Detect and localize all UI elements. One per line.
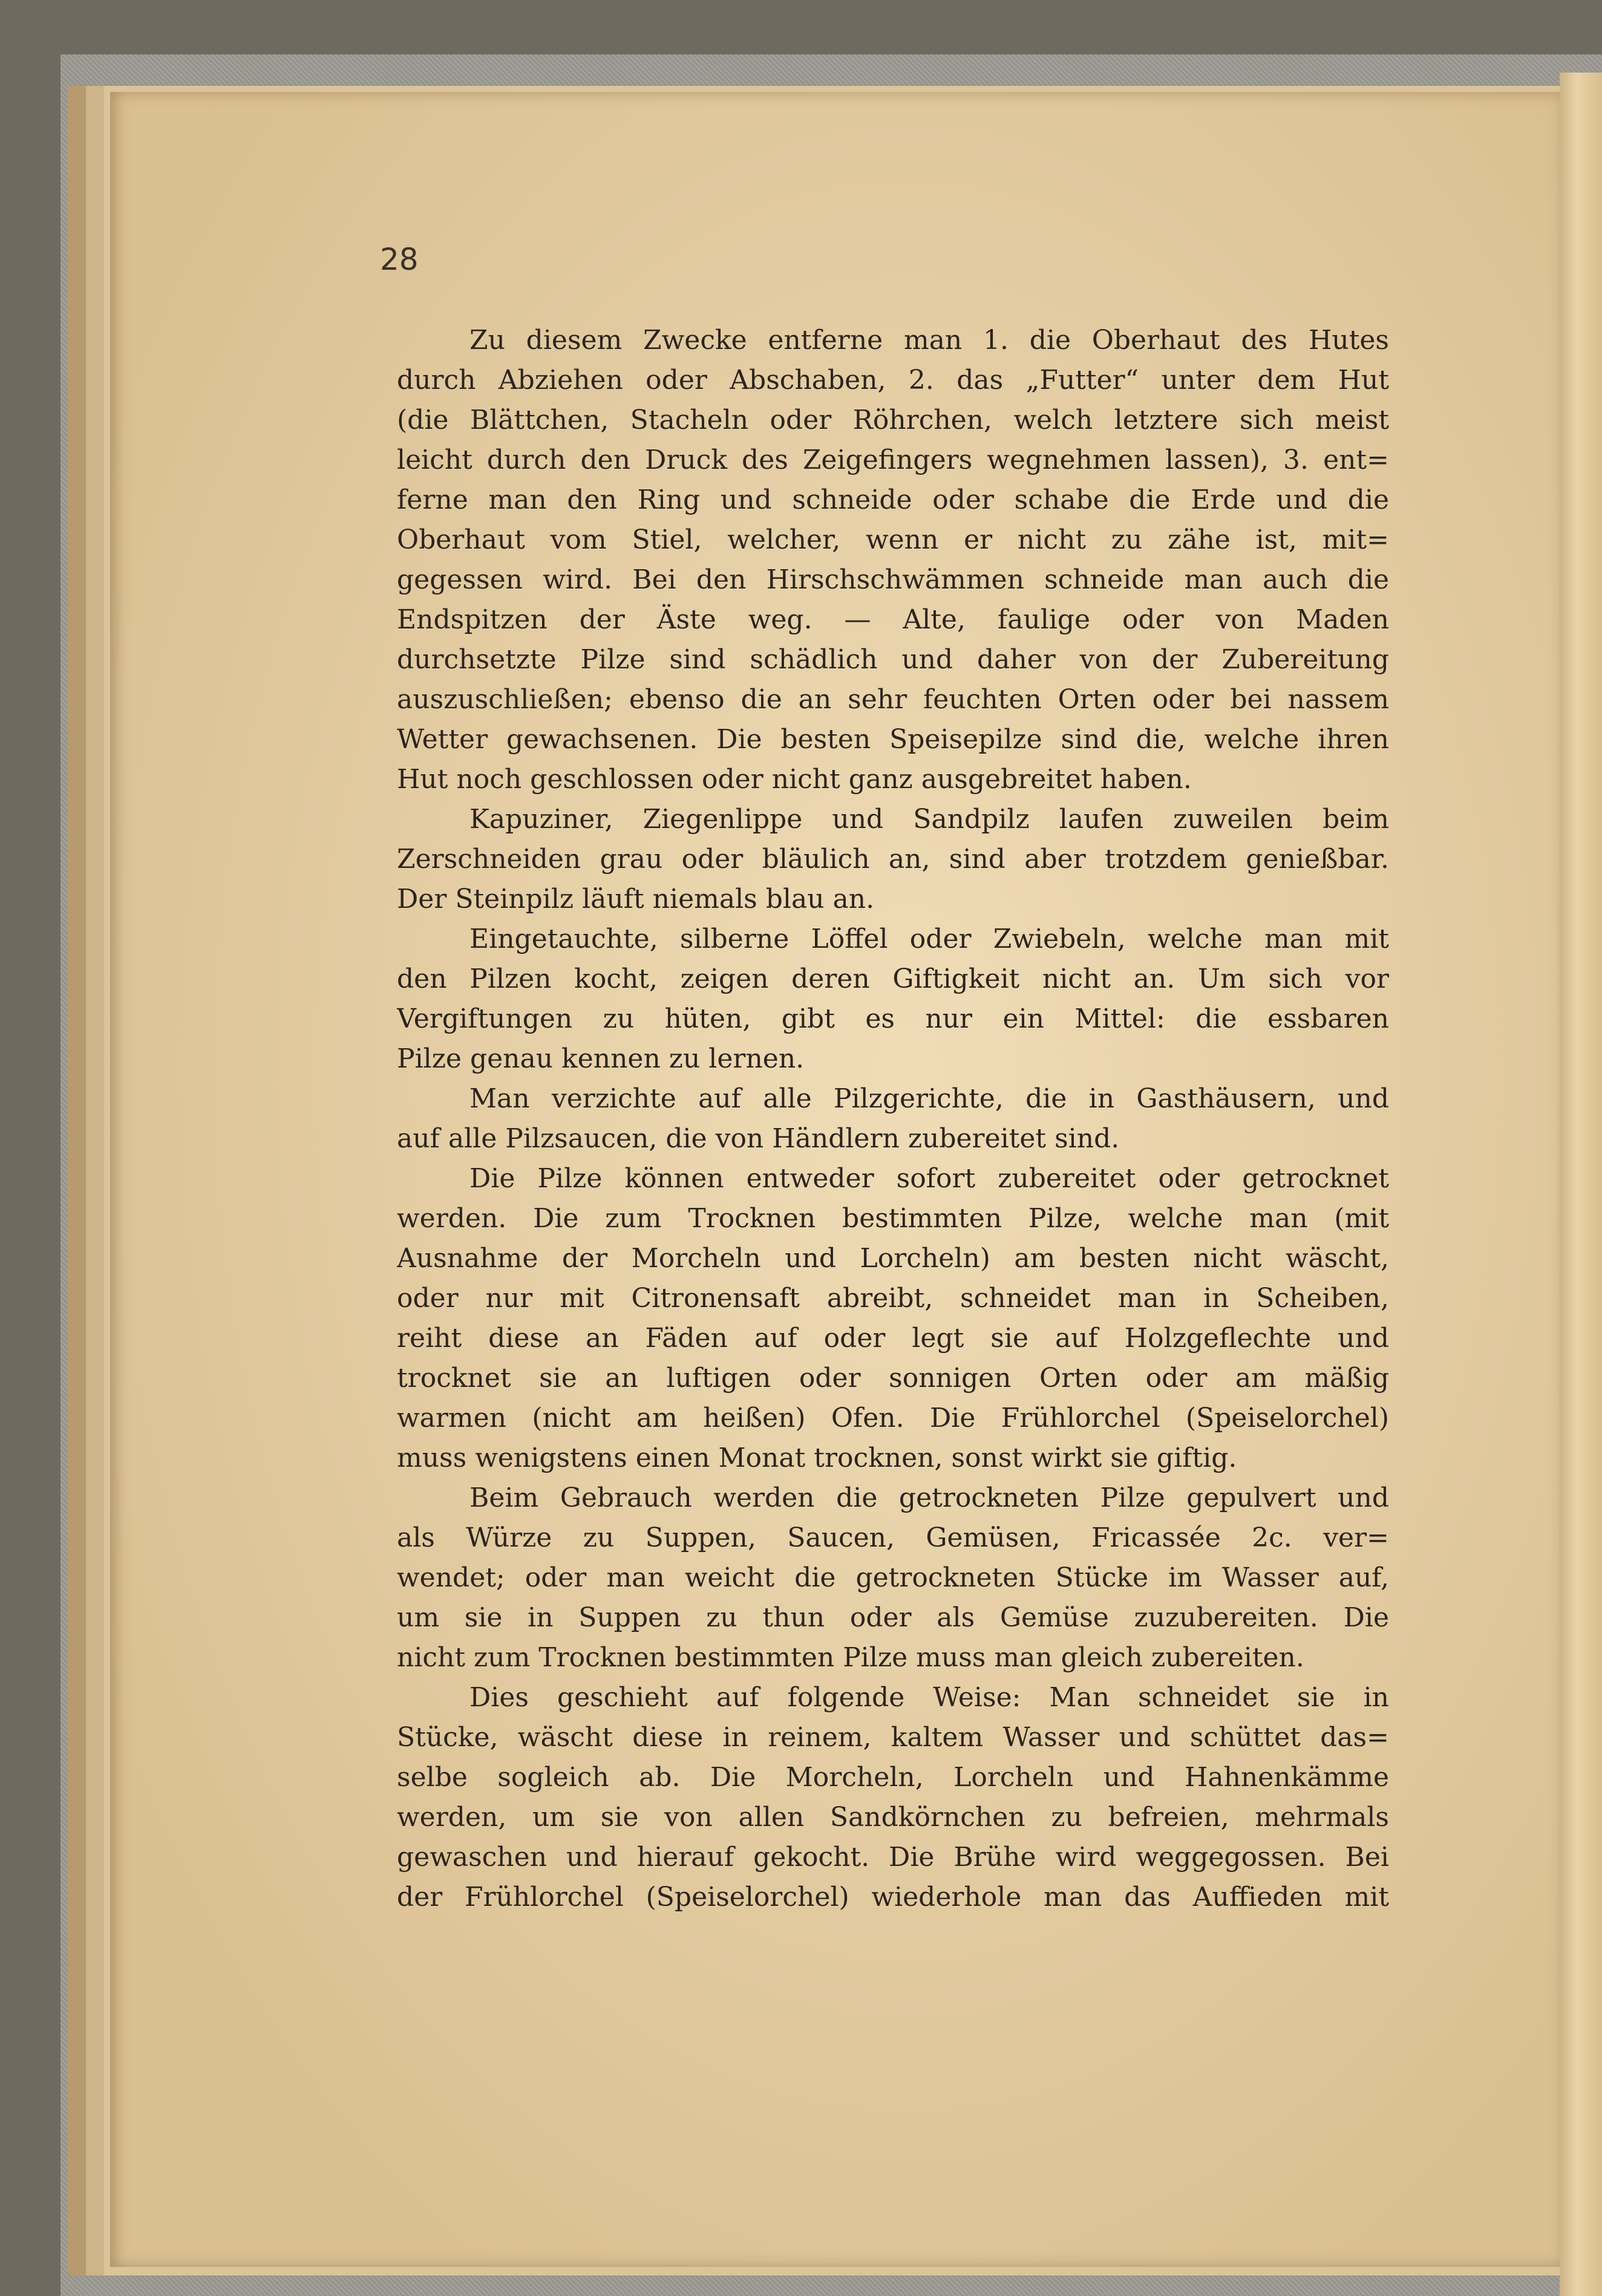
text-line: auf alle Pilzsaucen, die von Händlern zubereitet sind. (397, 1123, 1120, 1154)
text-line: Wetter gewachsenen. Die besten Speisepilze sind die, welche ihren (397, 724, 1389, 755)
text-line: leicht durch den Druck des Zeigefingers wegnehmen lassen), 3. ent= (397, 445, 1389, 475)
text-line: (die Blättchen, Stacheln oder Röhrchen, welch letztere sich meist (397, 405, 1389, 435)
text-line: Eingetauchte, silberne Löffel oder Zwiebeln, welche man mit (469, 924, 1389, 954)
text-line: der Frühlorchel (Speiselorchel) wiederhole man das Auffieden mit (397, 1882, 1389, 1913)
text-line: durch Abziehen oder Abschaben, 2. das „Futter“ unter dem Hut (397, 365, 1389, 396)
text-line: Zerschneiden grau oder bläulich an, sind aber trotzdem genießbar. (397, 844, 1389, 875)
text-line: ferne man den Ring und schneide oder schabe die Erde und die (397, 484, 1389, 515)
text-line: Beim Gebrauch werden die getrockneten Pilze gepulvert und (469, 1482, 1389, 1513)
text-line: Endspitzen der Äste weg. — Alte, faulige oder von Maden (397, 604, 1389, 635)
text-line: Kapuziner, Ziegenlippe und Sandpilz laufen zuweilen beim (469, 804, 1389, 835)
text-line: Die Pilze können entweder sofort zubereitet oder getrocknet (469, 1163, 1389, 1194)
text-line: gewaschen und hierauf gekocht. Die Brühe wird weggegossen. Bei (397, 1842, 1389, 1873)
text-line: Der Steinpilz läuft niemals blau an. (397, 884, 875, 915)
text-line: auszuschließen; ebenso die an sehr feuchten Orten oder bei nassem (397, 684, 1389, 715)
text-line: reiht diese an Fäden auf oder legt sie auf Holzgeflechte und (397, 1323, 1389, 1354)
text-line: oder nur mit Citronensaft abreibt, schneidet man in Scheiben, (397, 1283, 1389, 1314)
text-line: nicht zum Trocknen bestimmten Pilze muss man gleich zubereiten. (397, 1642, 1304, 1673)
text-line: wendet; oder man weicht die getrockneten Stücke im Wasser auf, (397, 1562, 1389, 1593)
text-line: gegessen wird. Bei den Hirschschwämmen schneide man auch die (397, 564, 1389, 595)
text-line: selbe sogleich ab. Die Morcheln, Lorcheln und Hahnenkämme (397, 1762, 1389, 1793)
facing-page-edge (1560, 73, 1602, 2296)
text-line: Oberhaut vom Stiel, welcher, wenn er nicht zu zähe ist, mit= (397, 524, 1389, 555)
text-line: trocknet sie an luftigen oder sonnigen Orten oder am mäßig (397, 1363, 1389, 1394)
text-line: den Pilzen kocht, zeigen deren Giftigkeit nicht an. Um sich vor (397, 964, 1389, 994)
text-line: als Würze zu Suppen, Saucen, Gemüsen, Fricassée 2c. ver= (397, 1522, 1389, 1553)
text-line: Zu diesem Zwecke entferne man 1. die Oberhaut des Hutes (469, 325, 1389, 356)
text-line: Ausnahme der Morcheln und Lorcheln) am besten nicht wäscht, (397, 1243, 1389, 1274)
text-line: Vergiftungen zu hüten, gibt es nur ein Mittel: die essbaren (397, 1003, 1389, 1034)
text-line: Dies geschieht auf folgende Weise: Man schneidet sie in (469, 1682, 1389, 1713)
text-line: durchsetzte Pilze sind schädlich und daher von der Zubereitung (397, 644, 1389, 675)
body-text (397, 321, 1389, 1917)
text-line: Stücke, wäscht diese in reinem, kaltem Wasser und schüttet das= (397, 1722, 1389, 1753)
text-line: werden, um sie von allen Sandkörnchen zu befreien, mehrmals (397, 1802, 1389, 1833)
text-line: werden. Die zum Trocknen bestimmten Pilze, welche man (mit (397, 1203, 1389, 1234)
text-line: Pilze genau kennen zu lernen. (397, 1043, 805, 1074)
text-line: muss wenigstens einen Monat trocknen, sonst wirkt sie giftig. (397, 1443, 1237, 1473)
page-number: 28 (380, 242, 419, 277)
text-line: warmen (nicht am heißen) Ofen. Die Frühlorchel (Speiselorchel) (397, 1403, 1389, 1433)
text-line: um sie in Suppen zu thun oder als Gemüse zuzubereiten. Die (397, 1602, 1389, 1633)
text-line: Hut noch geschlossen oder nicht ganz ausgebreitet haben. (397, 764, 1192, 795)
text-line: Man verzichte auf alle Pilzgerichte, die in Gasthäusern, und (469, 1083, 1389, 1114)
